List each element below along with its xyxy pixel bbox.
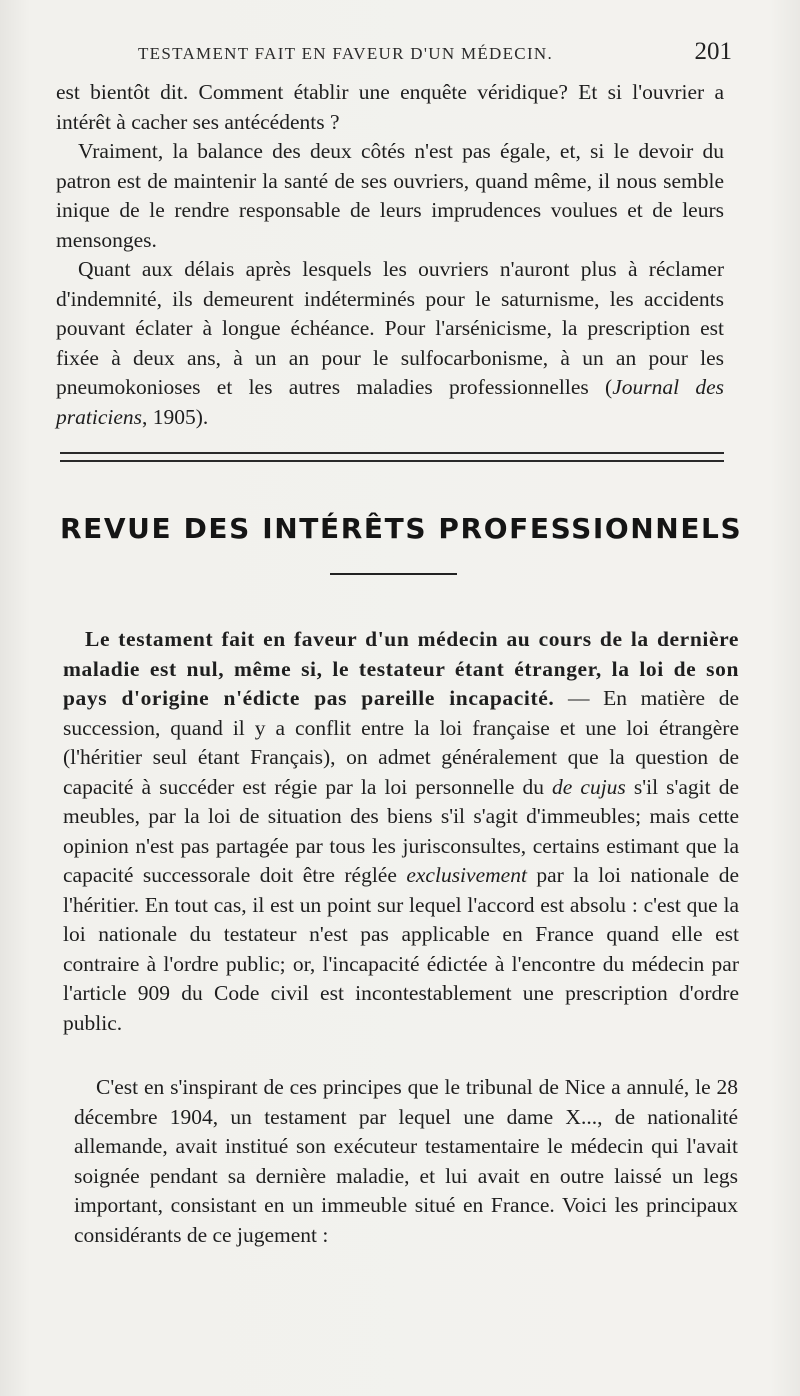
paragraph-continuation: est bientôt dit. Comment établir une enquête véridique? Et si l'ouvrier a intérêt à cacher ses antécédents ? bbox=[56, 80, 724, 134]
delais-text-end: , 1905). bbox=[142, 404, 209, 429]
section-title: REVUE DES INTÉRÊTS PROFESSIONNELS bbox=[60, 512, 743, 545]
article-second-paragraph: C'est en s'inspirant de ces principes que le tribunal de Nice a annulé, le 28 décembre 1904, un testament par lequel une dame X..., de nationalité allemande, avait institué son exécuteur testamentaire le médecin qui l'avait soignée pendant sa dernière maladie, et lui avait en outre laissé un legs important, consistant en un immeuble situé en France. Voici les principaux considérants de ce jugement : bbox=[74, 1075, 738, 1247]
journal-citation: Journal des praticiens bbox=[56, 375, 725, 429]
article-text-start: — En matière de succession, quand il y a conflit entre la loi française et une loi étrangère (l'héritier seul étant Français), on admet généralement que la question de capacité à succéder est régie par la loi personnelle du bbox=[63, 686, 739, 799]
paragraph-balance: Vraiment, la balance des deux côtés n'est pas égale, et, si le devoir du patron est de maintenir la santé de ses ouvriers, quand même, il nous semble inique de le rendre responsable de leurs imprudences voulues et de leurs mensonges. bbox=[56, 139, 724, 252]
article-body bbox=[63, 625, 739, 1038]
delais-text: Quant aux délais après lesquels les ouvriers n'auront plus à réclamer d'indemnité, ils demeurent indéterminés pour le saturnisme, les accidents pouvant éclater à longue échéance. Pour l'arsénicisme, la prescription est fixée à deux ans, à un an pour le sulfocarbonisme, à un an pour les pneumokonioses et les autres maladies professionnelles ( bbox=[56, 257, 724, 399]
double-rule-top bbox=[60, 452, 724, 454]
double-rule-bottom bbox=[60, 460, 724, 462]
paragraph-delais bbox=[56, 255, 724, 432]
page-header bbox=[60, 38, 750, 74]
article-italic-de-cujus: de cujus bbox=[552, 774, 626, 799]
article-first-paragraph bbox=[63, 625, 739, 1038]
page-number: 201 bbox=[694, 38, 732, 65]
article-italic-exclusivement: exclusivement bbox=[406, 863, 527, 887]
running-title: TESTAMENT FAIT EN FAVEUR D'UN MÉDECIN. bbox=[138, 44, 554, 63]
previous-article-conclusion bbox=[56, 78, 724, 432]
section-title-underline bbox=[330, 573, 457, 575]
article-second-paragraph-block bbox=[74, 1073, 738, 1250]
article-text-mid: s'il s'agit de meubles, par la loi de situation des biens s'il s'agit d'immeubles; mais cette opinion n'est pas partagée par tous les jurisconsultes, certains estimant que la capacité successorale doit être réglée bbox=[63, 774, 739, 887]
article-text-end: par la loi nationale de l'héritier. En tout cas, il est un point sur lequel l'accord est absolu : c'est que la loi nationale du testateur n'est pas applicable en France quand elle est contraire à l'ordre public; or, l'incapacité édictée à l'encontre du médecin par l'article 909 du Code civil est incontestablement une prescription d'ordre public. bbox=[63, 863, 739, 1035]
article-lead: Le testament fait en faveur d'un médecin au cours de la dernière maladie est nul, même si, le testateur étant étranger, la loi de son pays d'origine n'édicte pas pareille incapacité. bbox=[63, 627, 739, 710]
